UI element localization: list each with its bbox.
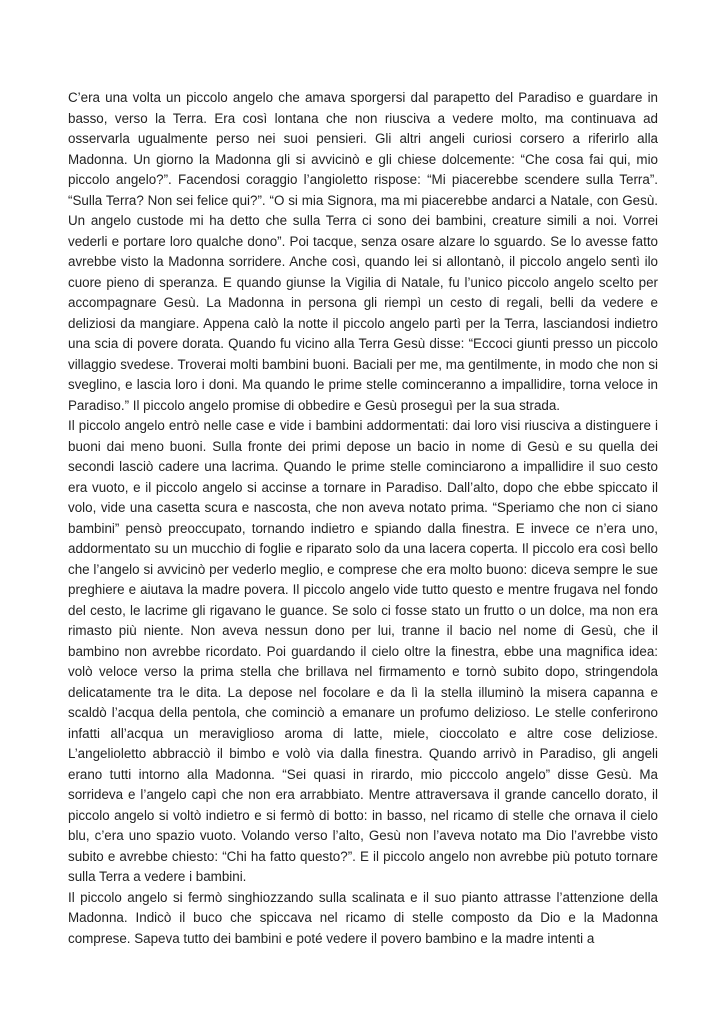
paragraph-3: Il piccolo angelo si fermò singhiozzando sulla scalinata e il suo pianto attrasse l’attenzione della Madonna. Indicò il buco che spiccava nel ricamo di stelle composto da Dio e la Madonna comprese. Sapeva tutto dei bambini e poté vedere il povero bambino e la madre intenti a [68,889,658,946]
paragraph-1: C’era una volta un piccolo angelo che amava sporgersi dal parapetto del Paradiso e guardare in basso, verso la Terra. Era così lontana che non riusciva a vedere molto, ma continuava ad osservarla ugualmente perso nei suoi pensieri. Gli altri angeli curiosi corsero a riferirlo alla Madonna. Un giorno la Madonna gli si avvicinò e gli chiese dolcemente: “Che cosa fai qui, mio piccolo angelo?”. Facendosi coraggio l’angioletto rispose: “Mi piacerebbe scendere sulla Terra”. “Sulla Terra? Non sei felice qui?”. “O si mia Signora, ma mi piacerebbe andarci a Natale, con Gesù. Un angelo custode mi ha detto che sulla Terra ci sono dei bambini, creature simili a noi. Vorrei vederli e portare loro qualche dono”. Poi tacque, senza osare alzare lo sguardo. Se lo avesse fatto avrebbe visto la Madonna sorridere. Anche così, quando lei si allontanò, il piccolo angelo sentì ilo cuore pieno di speranza. E quando giunse la Vigilia di Natale, fu l’unico piccolo angelo scelto per accompagnare Gesù. La Madonna in persona gli riempì un cesto di regali, belli da vedere e deliziosi da mangiare. Appena calò la notte il piccolo angelo partì per la Terra, lasciandosi indietro una scia di povere dorata. Quando fu vicino alla Terra Gesù disse: “Eccoci giunti presso un piccolo villaggio svedese. Troverai molti bambini buoni. Baciali per me, ma gentilmente, in modo che non si sveglino, e lascia loro i doni. Ma quando le prime stelle cominceranno a impallidire, torna veloce in Paradiso.” Il piccolo angelo promise di obbedire e Gesù proseguì per la sua strada. [68,90,658,413]
paragraph-2: Il piccolo angelo entrò nelle case e vide i bambini addormentati: dai loro visi riusciva a distinguere i buoni dai meno buoni. Sulla fronte dei primi depose un bacio in nome di Gesù e su quella dei secondi lasciò cadere una lacrima. Quando le prime stelle cominciarono a impallidire il suo cesto era vuoto, e il piccolo angelo si accinse a tornare in Paradiso. Dall’alto, dopo che ebbe spiccato il volo, vide una casetta scura e nascosta, che non aveva notato prima. “Speriamo che non ci siano bambini” pensò preoccupato, tornando indietro e spiando dalla finestra. E invece ce n’era uno, addormentato su un mucchio di foglie e riparato solo da una lacera coperta. Il piccolo era così bello che l’angelo si avvicinò per vederlo meglio, e comprese che era molto buono: diceva sempre le sue preghiere e aiutava la madre povera. Il piccolo angelo vide tutto questo e mentre frugava nel fondo del cesto, le lacrime gli rigavano le guance. Se solo ci fosse stato un frutto o un dolce, ma non era rimasto più niente. Non aveva nessun dono per lui, tranne il bacio nel nome di Gesù, che il bambino non avrebbe ricordato. Poi guardando il cielo oltre la finestra, ebbe una magnifica idea: volò veloce verso la prima stella che brillava nel firmamento e tornò subito dopo, stringendola delicatamente tra le dita. La depose nel focolare e da lì la stella illuminò la misera capanna e scaldò l’acqua della pentola, che cominciò a emanare un profumo delizioso. Le stelle conferirono infatti all’acqua un meraviglioso aroma di latte, miele, cioccolato e altre cose deliziose. L’angelioletto abbracciò il bimbo e volò via dalla finestra. Quando arrivò in Paradiso, gli angeli erano tutti intorno alla Madonna. “Sei quasi in rirardo, mio picccolo angelo” disse Gesù. Ma sorrideva e l’angelo capì che non era arrabbiato. Mentre attraversava il grande cancello dorato, il piccolo angelo si voltò indietro e si fermò di botto: in basso, nel ricamo di stelle che ornava il cielo blu, c’era uno spazio vuoto. Volando verso l’alto, Gesù non l’aveva notato ma Dio l’avrebbe visto subito e avrebbe chiesto: “Chi ha fatto questo?”. E il piccolo angelo non avrebbe più potuto tornare sulla Terra a vedere i bambini. [68,418,658,884]
story-text [68,88,658,949]
